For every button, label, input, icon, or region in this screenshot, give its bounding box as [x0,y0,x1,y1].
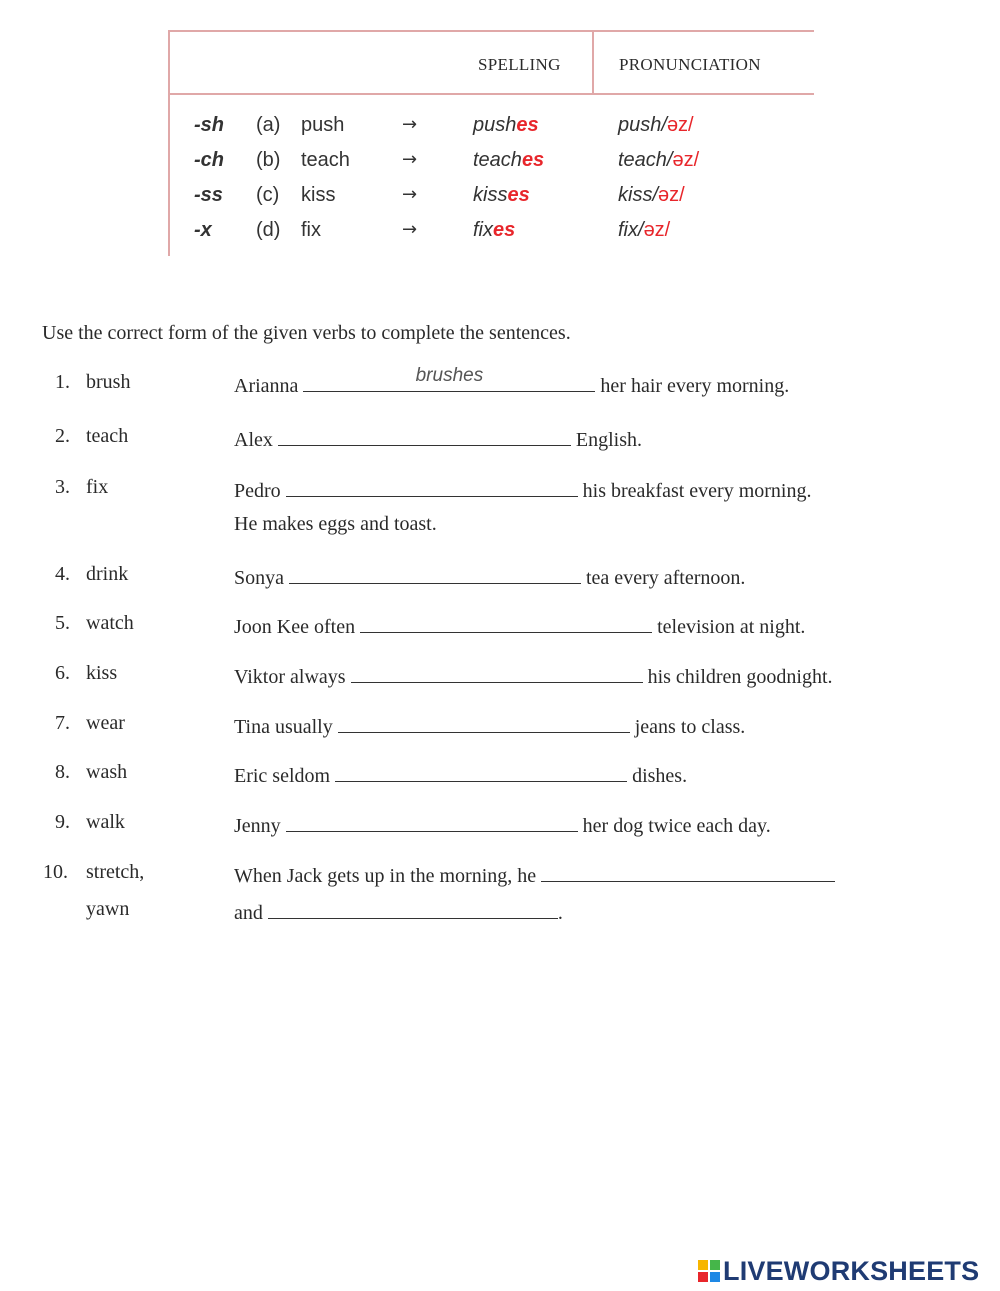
given-verb-2: yawn [86,898,130,920]
sentence-start: Sonya [234,567,284,589]
sentence-5 [234,612,805,640]
spelling-table [168,30,814,256]
item-number: 4. [55,563,70,585]
sentence-end: jeans to class. [634,716,746,738]
base-verb: kiss [301,184,336,206]
sentence-start: Viktor always [234,666,346,688]
header-pronunciation: PRONUNCIATION [619,55,761,74]
table-row [170,184,814,218]
arrow-icon: → [402,219,418,240]
given-verb: fix [86,476,109,498]
logo-icon [698,1260,720,1282]
answer-blank[interactable] [351,662,643,683]
item-number: 8. [55,761,70,783]
answer-blank[interactable] [541,861,835,882]
answer-blank[interactable] [289,563,581,584]
sentence-start: Alex [234,429,273,451]
sentence-7 [234,712,745,740]
given-verb: drink [86,563,129,585]
suffix: -ss [194,184,223,206]
arrow-icon: → [402,184,418,205]
logo-square-red [698,1272,708,1282]
table-row [170,219,814,253]
sentence-start: Pedro [234,480,281,502]
sentence-start: Jenny [234,815,281,837]
sentence-end: television at night. [657,616,806,638]
sentence-8 [234,761,687,789]
item-number: 1. [55,371,70,393]
base-verb: push [301,114,345,136]
sentence-start: When Jack gets up in the morning, he [234,865,537,887]
logo-square-green [710,1260,720,1270]
item-number: 5. [55,612,70,634]
sentence-end: her dog twice each day. [582,815,771,837]
table-header [170,32,814,95]
sentence-end: her hair every morning. [600,375,790,397]
sentence-4 [234,563,745,591]
answer-blank[interactable] [286,811,578,832]
given-verb: brush [86,371,131,393]
pronunciation-form: push/əz/ [618,114,694,136]
pronunciation-form: fix/əz/ [618,219,671,241]
liveworksheets-logo [698,1257,979,1285]
table-row [170,114,814,148]
suffix: -sh [194,114,224,136]
sentence-6 [234,662,833,690]
header-divider [592,32,594,95]
spelling-form: fixes [473,219,516,241]
item-number: 9. [55,811,70,833]
sentence-start: Arianna [234,375,299,397]
sentence-10-continued [234,898,563,926]
sentence-end: tea every afternoon. [586,567,746,589]
item-number: 6. [55,662,70,684]
logo-square-blue [710,1272,720,1282]
spelling-form: pushes [473,114,539,136]
given-verb: teach [86,425,129,447]
sentence-2 [234,425,642,453]
spelling-form: teaches [473,149,545,171]
answer-blank[interactable] [303,365,595,392]
answer-text: brushes [415,365,484,386]
logo-text: LIVEWORKSHEETS [723,1255,980,1286]
given-verb: stretch, [86,861,145,883]
item-number: 2. [55,425,70,447]
given-verb: wash [86,761,128,783]
sentence-3 [234,476,812,504]
arrow-icon: → [402,114,418,135]
pronunciation-form: kiss/əz/ [618,184,685,206]
sentence-3-continued: He makes eggs and toast. [234,513,437,535]
sentence-start: Tina usually [234,716,333,738]
given-verb: watch [86,612,134,634]
table-row [170,149,814,183]
sentence-10 [234,861,835,889]
row-letter: (b) [256,149,281,171]
given-verb: wear [86,712,125,734]
logo-square-yellow [698,1260,708,1270]
sentence-9 [234,811,771,839]
base-verb: teach [301,149,350,171]
answer-blank[interactable] [360,612,652,633]
row-letter: (a) [256,114,281,136]
answer-blank[interactable] [335,761,627,782]
answer-blank[interactable] [338,712,630,733]
sentence-end: his children goodnight. [647,666,833,688]
sentence-end: . [557,902,563,924]
answer-blank-2[interactable] [268,898,558,919]
suffix: -x [194,219,212,241]
row-letter: (c) [256,184,280,206]
sentence-end: his breakfast every morning. [582,480,812,502]
arrow-icon: → [402,149,418,170]
sentence-1 [234,365,790,399]
item-number: 7. [55,712,70,734]
sentence-start: and [234,902,263,924]
row-letter: (d) [256,219,281,241]
sentence-start: Joon Kee often [234,616,356,638]
sentence-start: Eric seldom [234,765,331,787]
answer-blank[interactable] [286,476,578,497]
header-spelling: SPELLING [478,55,561,74]
item-number: 3. [55,476,70,498]
given-verb: walk [86,811,125,833]
spelling-form: kisses [473,184,530,206]
sentence-end: English. [575,429,643,451]
sentence-end: dishes. [632,765,688,787]
suffix: -ch [194,149,224,171]
answer-blank[interactable] [278,425,571,446]
base-verb: fix [301,219,321,241]
given-verb: kiss [86,662,118,684]
pronunciation-form: teach/əz/ [618,149,700,171]
instruction: Use the correct form of the given verbs to complete the sentences. [42,322,571,344]
item-number: 10. [43,861,68,883]
